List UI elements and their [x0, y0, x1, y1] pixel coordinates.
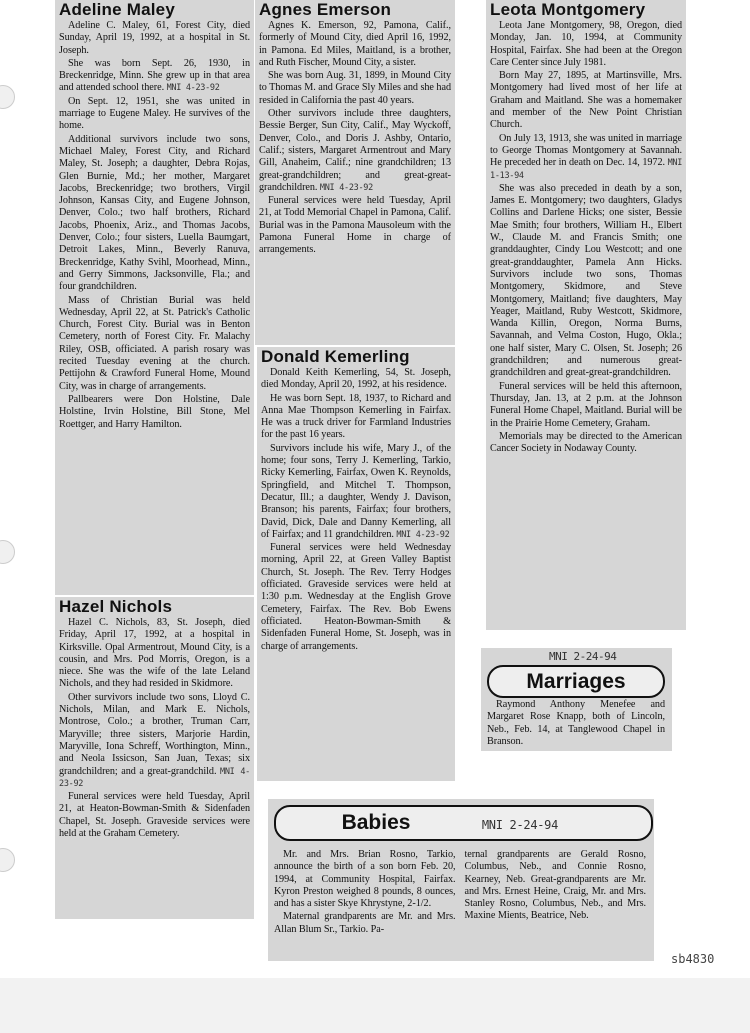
handwritten-note: MNI 4-23-92: [166, 83, 220, 94]
announcement-paragraph: ternal grandparents are Gerald Rosno, Columbus, Neb., and Connie Rosno, Kearney, Neb. Great-grandparents are Mr. and Mrs. Ernest Heine, Craig, Mr. and Mrs. Stanley Rosno, Columbus, Neb., and Mrs. Maxine Mients, Beatrice, Neb.: [464, 849, 646, 922]
obituary-paragraph: Other survivors include two sons, Lloyd C. Nichols, Milan, and Mark E. Nichols, Montrose, Colo.; a brother, Truman Carr, Maryville; three sisters, Marjorie Hardin, Maryville, Iona Schreff, Worthington, Minn., and Neola Issicson, San Juan, Texas; six grandchildren; and a great-grandchild. MNI 4-23-92: [59, 691, 251, 789]
obituary-leota-montgomery: [486, 0, 686, 630]
obituary-title: Adeline Maley: [59, 0, 175, 19]
obituary-paragraph: Adeline C. Maley, 61, Forest City, died Sunday, April 19, 1992, at a hospital in St. Joseph.: [59, 20, 250, 56]
binder-hole: [0, 540, 15, 564]
handwritten-note: MNI 2-24-94: [481, 818, 559, 832]
obituary-paragraph: Funeral services were held Tuesday, April 21, at Heaton-Bowman-Smith & Sidenfaden Chapel, St. Joseph. Graveside services were held at the Graham Cemetery.: [59, 791, 250, 840]
obituary-paragraph: Survivors include his wife, Mary J., of the home; four sons, Terry J. Kemerling, Tarkio, Ricky Kemerling, Fairfax, Owen K. Reynolds, Springfield, and Mitchel T. Thompson, Decatur, Ill.; a daughter, Wendy J. Davison, Branson; his parents, Fairfax; four brothers, David, Dick, Dale and Danny Kemerling, all of Fairfax; and 11 grandchildren. MNI 4-23-92: [261, 442, 451, 540]
handwritten-note: MNI 2-24-94: [549, 650, 617, 663]
announcement-column-right: [465, 849, 647, 937]
obituary-donald-kemerling: [257, 347, 455, 781]
obituary-agnes-emerson: [255, 0, 455, 345]
section-heading: [274, 805, 653, 841]
obituary-paragraph: Hazel C. Nichols, 83, St. Joseph, died Friday, April 17, 1992, at a hospital in Kirksville. Opal Armentrout, Mound City, is a cousin, and Mrs. Pod Morris, Oregon, is a niece. She was the wife of the late Leland Nichols, and they had resided in Skidmore.: [59, 617, 250, 690]
announcement-paragraph: Maternal grandparents are Mr. and Mrs. Allan Blum Sr., Tarkio. Pa-: [274, 911, 456, 935]
section-heading: Marriages: [487, 665, 665, 698]
binder-hole: [0, 848, 15, 872]
obituary-title: Leota Montgomery: [490, 0, 646, 19]
obituary-paragraph: Donald Keith Kemerling, 54, St. Joseph, died Monday, April 20, 1992, at his residence.: [261, 367, 451, 391]
babies-clipping: [268, 799, 654, 961]
obituary-paragraph: She was born Aug. 31, 1899, in Mound City to Thomas M. and Grace Sly Miles and she had resided in California the past 40 years.: [259, 70, 451, 106]
obituary-paragraph: On Sept. 12, 1951, she was united in marriage to Eugene Maley. He survives of the home.: [59, 95, 250, 132]
obituary-paragraph: Funeral services were held Tuesday, April 21, at Todd Memorial Chapel in Pamona, Calif. Burial was in the Pamona Mausoleum with the Pamona Funeral Home in charge of arrangements.: [259, 195, 451, 256]
birth-announcement: [274, 849, 646, 937]
marriage-announcement: Raymond Anthony Menefee and Margaret Rose Knapp, both of Lincoln, Neb., Feb. 14, at Tanglewood Chapel in Branson.: [487, 699, 665, 747]
obituary-hazel-nichols: [55, 597, 254, 919]
obituary-title: Agnes Emerson: [259, 0, 392, 19]
announcement-paragraph: Mr. and Mrs. Brian Rosno, Tarkio, announce the birth of a son born Feb. 20, 1994, at Community Hospital, Fairfax. Kyron Preston weighed 8 pounds, 8 ounces, and has a sister Skye Khrystyne, 2-1/2.: [274, 849, 456, 910]
obituary-title: Donald Kemerling: [261, 347, 410, 366]
handwritten-note: MNI 4-23-92: [59, 766, 251, 789]
obituary-paragraph: On July 13, 1913, she was united in marriage to George Thomas Montgomery at Savannah. He preceded her in death on Dec. 14, 1972. MNI 1-13-94: [490, 132, 683, 181]
obituary-paragraph: Pallbearers were Don Holstine, Dale Holstine, Irvin Holstine, Bill Stone, Mel Roettger, and Harry Hamilton.: [59, 393, 250, 430]
obituary-paragraph: Funeral services will be held this afternoon, Thursday, Jan. 13, at 2 p.m. at the Johnson Funeral Home Chapel, Maitland. Burial will be in the Prairie Home Cemetery, Graham.: [490, 380, 682, 429]
marriages-clipping: [481, 648, 672, 751]
obituary-paragraph: She was also preceded in death by a son, James E. Montgomery; two daughters, Gladys Collins and Darlene Hicks; one sister, Bessie Mae Smith; four brothers, William H., Elbert W., Claude M. and Francis Smith; one granddaughter, Cindy Lou Westcott; and one great-granddaughter, Pamela Ann Hicks. Survivors include two sons, Thomas Montgomery, Skidmore, and Steve Montgomery, Maitland; five daughters, May Yeager, Maitland, Ruby Westcott, Skidmore, Wanda Killin, Oregon, Norma Burns, Savannah, and Velma Coston, Hugo, Okla.; one half sister, Mary C. Olsen, St. Joseph; 26 grandchildren; and numerous great-grandchildren and great-great-grandchildren.: [490, 182, 682, 379]
obituary-paragraph: He was born Sept. 18, 1937, to Richard and Anna Mae Thompson Kemerling in Fairfax. He was a truck driver for Farmland Industries for the past 16 years.: [261, 392, 451, 441]
handwritten-note: MNI 4-23-92: [319, 182, 373, 193]
handwritten-note: MNI 4-23-92: [396, 529, 450, 540]
handwritten-note: MNI 1-13-94: [490, 158, 683, 181]
obituary-paragraph: Other survivors include three daughters, Bessie Berger, Sun City, Calif., May Wyckoff, Denver, Colo., and Doris J. Ashby, Ontario, Calif.; sisters, Margaret Armentrout and Mary Gill, Anaheim, Calif.; nine grandchildren; 13 great-grandchildren; and great-great-grandchildren. MNI 4-23-92: [259, 108, 451, 193]
section-title: Babies: [341, 811, 411, 834]
scanner-bed-margin: [0, 978, 750, 1033]
obituary-paragraph: Funeral services were held Wednesday morning, April 22, at Green Valley Baptist Church, St. Joseph. The Rev. Terry Hodges officiated. Graveside services were held at 1:30 p.m. Wednesday at the English Grove Cemetery, Fairfax. The Rev. Bob Ewens officiated. Heaton-Bowman-Smith & Sidenfaden Funeral Home, St. Joseph, was in charge of arrangements.: [261, 542, 451, 652]
obituary-paragraph: Born May 27, 1895, at Martinsville, Mrs. Montgomery had lived most of her life at Graham and Maitland. She was a homemaker and member of the New Point Christian Church.: [490, 70, 682, 131]
obituary-adeline-maley: [55, 0, 254, 595]
obituary-paragraph: Leota Jane Montgomery, 98, Oregon, died Monday, Jan. 10, 1994, at Community Hospital, Fairfax. She had been at the Oregon Care Center since July 1981.: [490, 20, 682, 68]
binder-hole: [0, 85, 15, 109]
obituary-paragraph: Memorials may be directed to the American Cancer Society in Nodaway County.: [490, 430, 682, 455]
obituary-paragraph: Agnes K. Emerson, 92, Pamona, Calif., formerly of Mound City, died April 16, 1992, in Pamona. Ed Miles, Maitland, is a brother, and Ruth Fischer, Mound City, a sister.: [259, 20, 451, 68]
obituary-paragraph: Additional survivors include two sons, Michael Maley, Forest City, and Richard Maley, St. Joseph; a daughter, Debra Rojas, Glen Burnie, Md.; her mother, Margaret Jacobs, Breckenridge; two brothers, Virgil Johnson, Kansas City, and Eugene Johnson, Denver, Colo.; two half brothers, Richard Jacobs, Phoenix, Ariz., and Thomas Jacobs, Denver, Colo.; four sisters, Luella Baumgart, Detroit Lakes, Minn., Beverly Ranuva, Breckenridge, Kathy Svihl, Moorhead, Minn., and Gerry Simmons, Jacksonville, Fla.; and four grandchildren.: [59, 133, 250, 293]
obituary-paragraph: Mass of Christian Burial was held Wednesday, April 22, at St. Patrick's Catholic Church, Forest City. Burial was in Benton Cemetery, north of Forest City. Fr. Malachy Riley, OSB, officiated. A parish rosary was recited Tuesday evening at the church. Pettijohn & Crawford Funeral Home, Mound City, was in charge of arrangements.: [59, 294, 250, 392]
obituary-paragraph: She was born Sept. 26, 1930, in Breckenridge, Minn. She grew up in that area and attended school there. MNI 4-23-92: [59, 57, 250, 94]
announcement-column-left: [274, 849, 456, 937]
reference-code: sb4830: [671, 952, 715, 966]
obituary-title: Hazel Nichols: [59, 597, 173, 616]
